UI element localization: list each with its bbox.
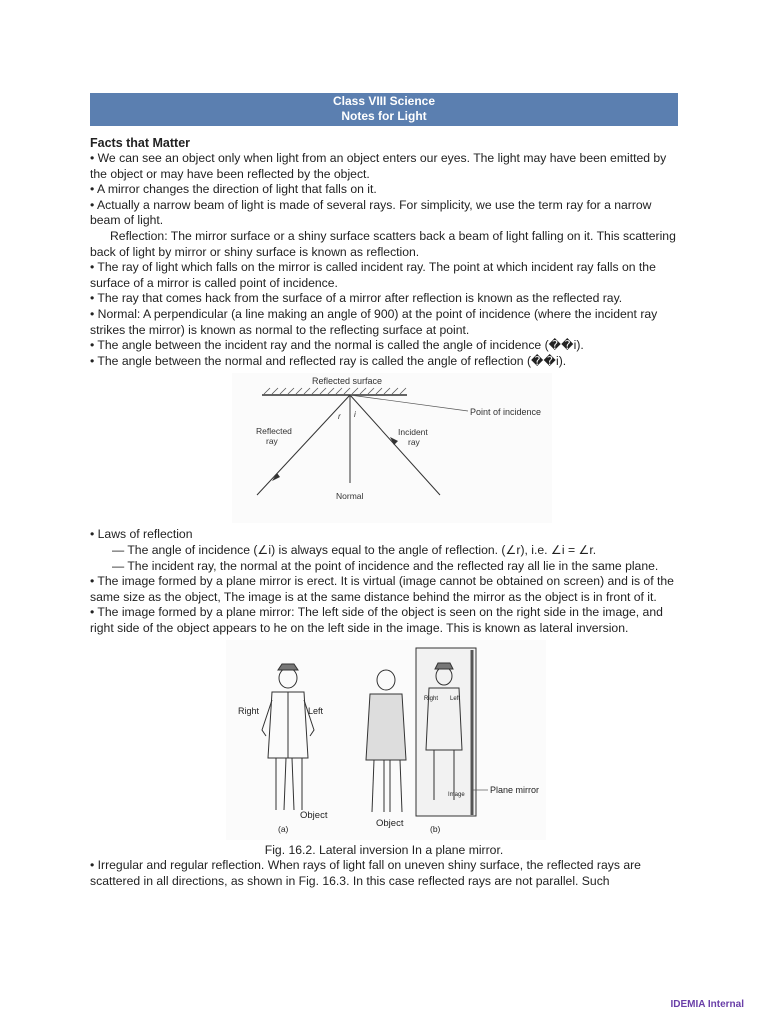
paragraph: • The image formed by a plane mirror is erect. It is virtual (image cannot be obtained on screen) and is of the same size as the object, The image is at the same distance behind the mirror as the object is in front of it. <box>90 574 674 604</box>
lateral-inversion-figure <box>226 640 546 840</box>
paragraph: • The ray that comes hack from the surface of a mirror after reflection is known as the reflected ray. <box>90 291 623 306</box>
title-bar <box>90 93 678 126</box>
paragraph: • The angle between the incident ray and the normal is called the angle of incidence (��i). <box>90 338 584 353</box>
figure-caption: Fig. 16.2. Lateral inversion In a plane mirror. <box>264 843 504 858</box>
label-a: (a) <box>278 824 289 835</box>
label-right: Right <box>238 706 260 717</box>
law-2: — The incident ray, the normal at the point of incidence and the reflected ray all lie in the same plane. <box>112 558 659 573</box>
label-incident-ray-1: Incident <box>398 427 428 438</box>
laws-title: • Laws of reflection <box>90 527 193 542</box>
label-plane-mirror: Plane mirror <box>490 785 540 796</box>
label-object-a: Object <box>300 810 328 822</box>
label-normal: Normal <box>336 491 364 502</box>
label-image: Image <box>448 792 465 799</box>
label-point-of-incidence: Point of incidence <box>470 407 542 418</box>
document-page <box>90 93 678 890</box>
section-heading: Facts that Matter <box>90 136 191 150</box>
reflection-diagram <box>232 373 552 523</box>
label-reflected-ray-1: Reflected <box>256 426 292 437</box>
person-b-illustration <box>366 670 406 812</box>
plane-mirror-illustration <box>416 648 476 816</box>
label-angle-i: i <box>354 410 356 420</box>
paragraph: • Actually a narrow beam of light is made of several rays. For simplicity, we use the term ray for a narrow beam of light. <box>90 197 652 228</box>
label-object-b: Object <box>376 818 404 830</box>
paragraph: • The image formed by a plane mirror: The left side of the object is seen on the right side in the image, and right side of the object appears to he on the left side in the image. This is known as lateral inversion. <box>90 605 663 635</box>
label-b: (b) <box>430 824 441 835</box>
title-line-1: Class VIII Science <box>332 94 436 108</box>
label-left-small: Left <box>450 696 461 703</box>
label-reflected-surface: Reflected surface <box>312 376 383 387</box>
paragraph-reflection: Reflection: The mirror surface or a shiny surface scatters back a beam of light falling on it. This scattering back of light by mirror or shiny surface is known as reflection. <box>90 228 676 259</box>
title-line-2: Notes for Light <box>341 109 427 123</box>
label-angle-r: r <box>338 412 341 422</box>
paragraph: • The angle between the normal and reflected ray is called the angle of reflection (��i). <box>90 353 567 368</box>
paragraph: • Irregular and regular reflection. When rays of light fall on uneven shiny surface, the reflected rays are scattered in all directions, as shown in Fig. 16.3. In this case reflected rays are not parallel. Such <box>90 858 641 889</box>
label-right-small: Right <box>424 696 439 703</box>
paragraph: • We can see an object only when light from an object enters our eyes. The light may have been emitted by the object or may have been reflected by the object. <box>90 151 667 181</box>
label-reflected-ray-2: ray <box>266 436 278 447</box>
label-left: Left <box>308 706 324 717</box>
person-a-illustration <box>262 664 314 810</box>
footer-classification: IDEMIA Internal <box>670 999 744 1010</box>
paragraph: • The ray of light which falls on the mirror is called incident ray. The point at which incident ray falls on the surface of a mirror is called point of incidence. <box>90 260 656 290</box>
paragraph: • Normal: A perpendicular (a line making an angle of 900) at the point of incidence (where the incident ray strikes the mirror) is known as normal to the reflecting surface at point. <box>90 306 658 337</box>
paragraph: • A mirror changes the direction of light that falls on it. <box>90 182 377 197</box>
label-incident-ray-2: ray <box>408 437 420 448</box>
law-1: — The angle of incidence (∠i) is always equal to the angle of reflection. (∠r), i.e. ∠i = ∠r. <box>112 542 597 557</box>
